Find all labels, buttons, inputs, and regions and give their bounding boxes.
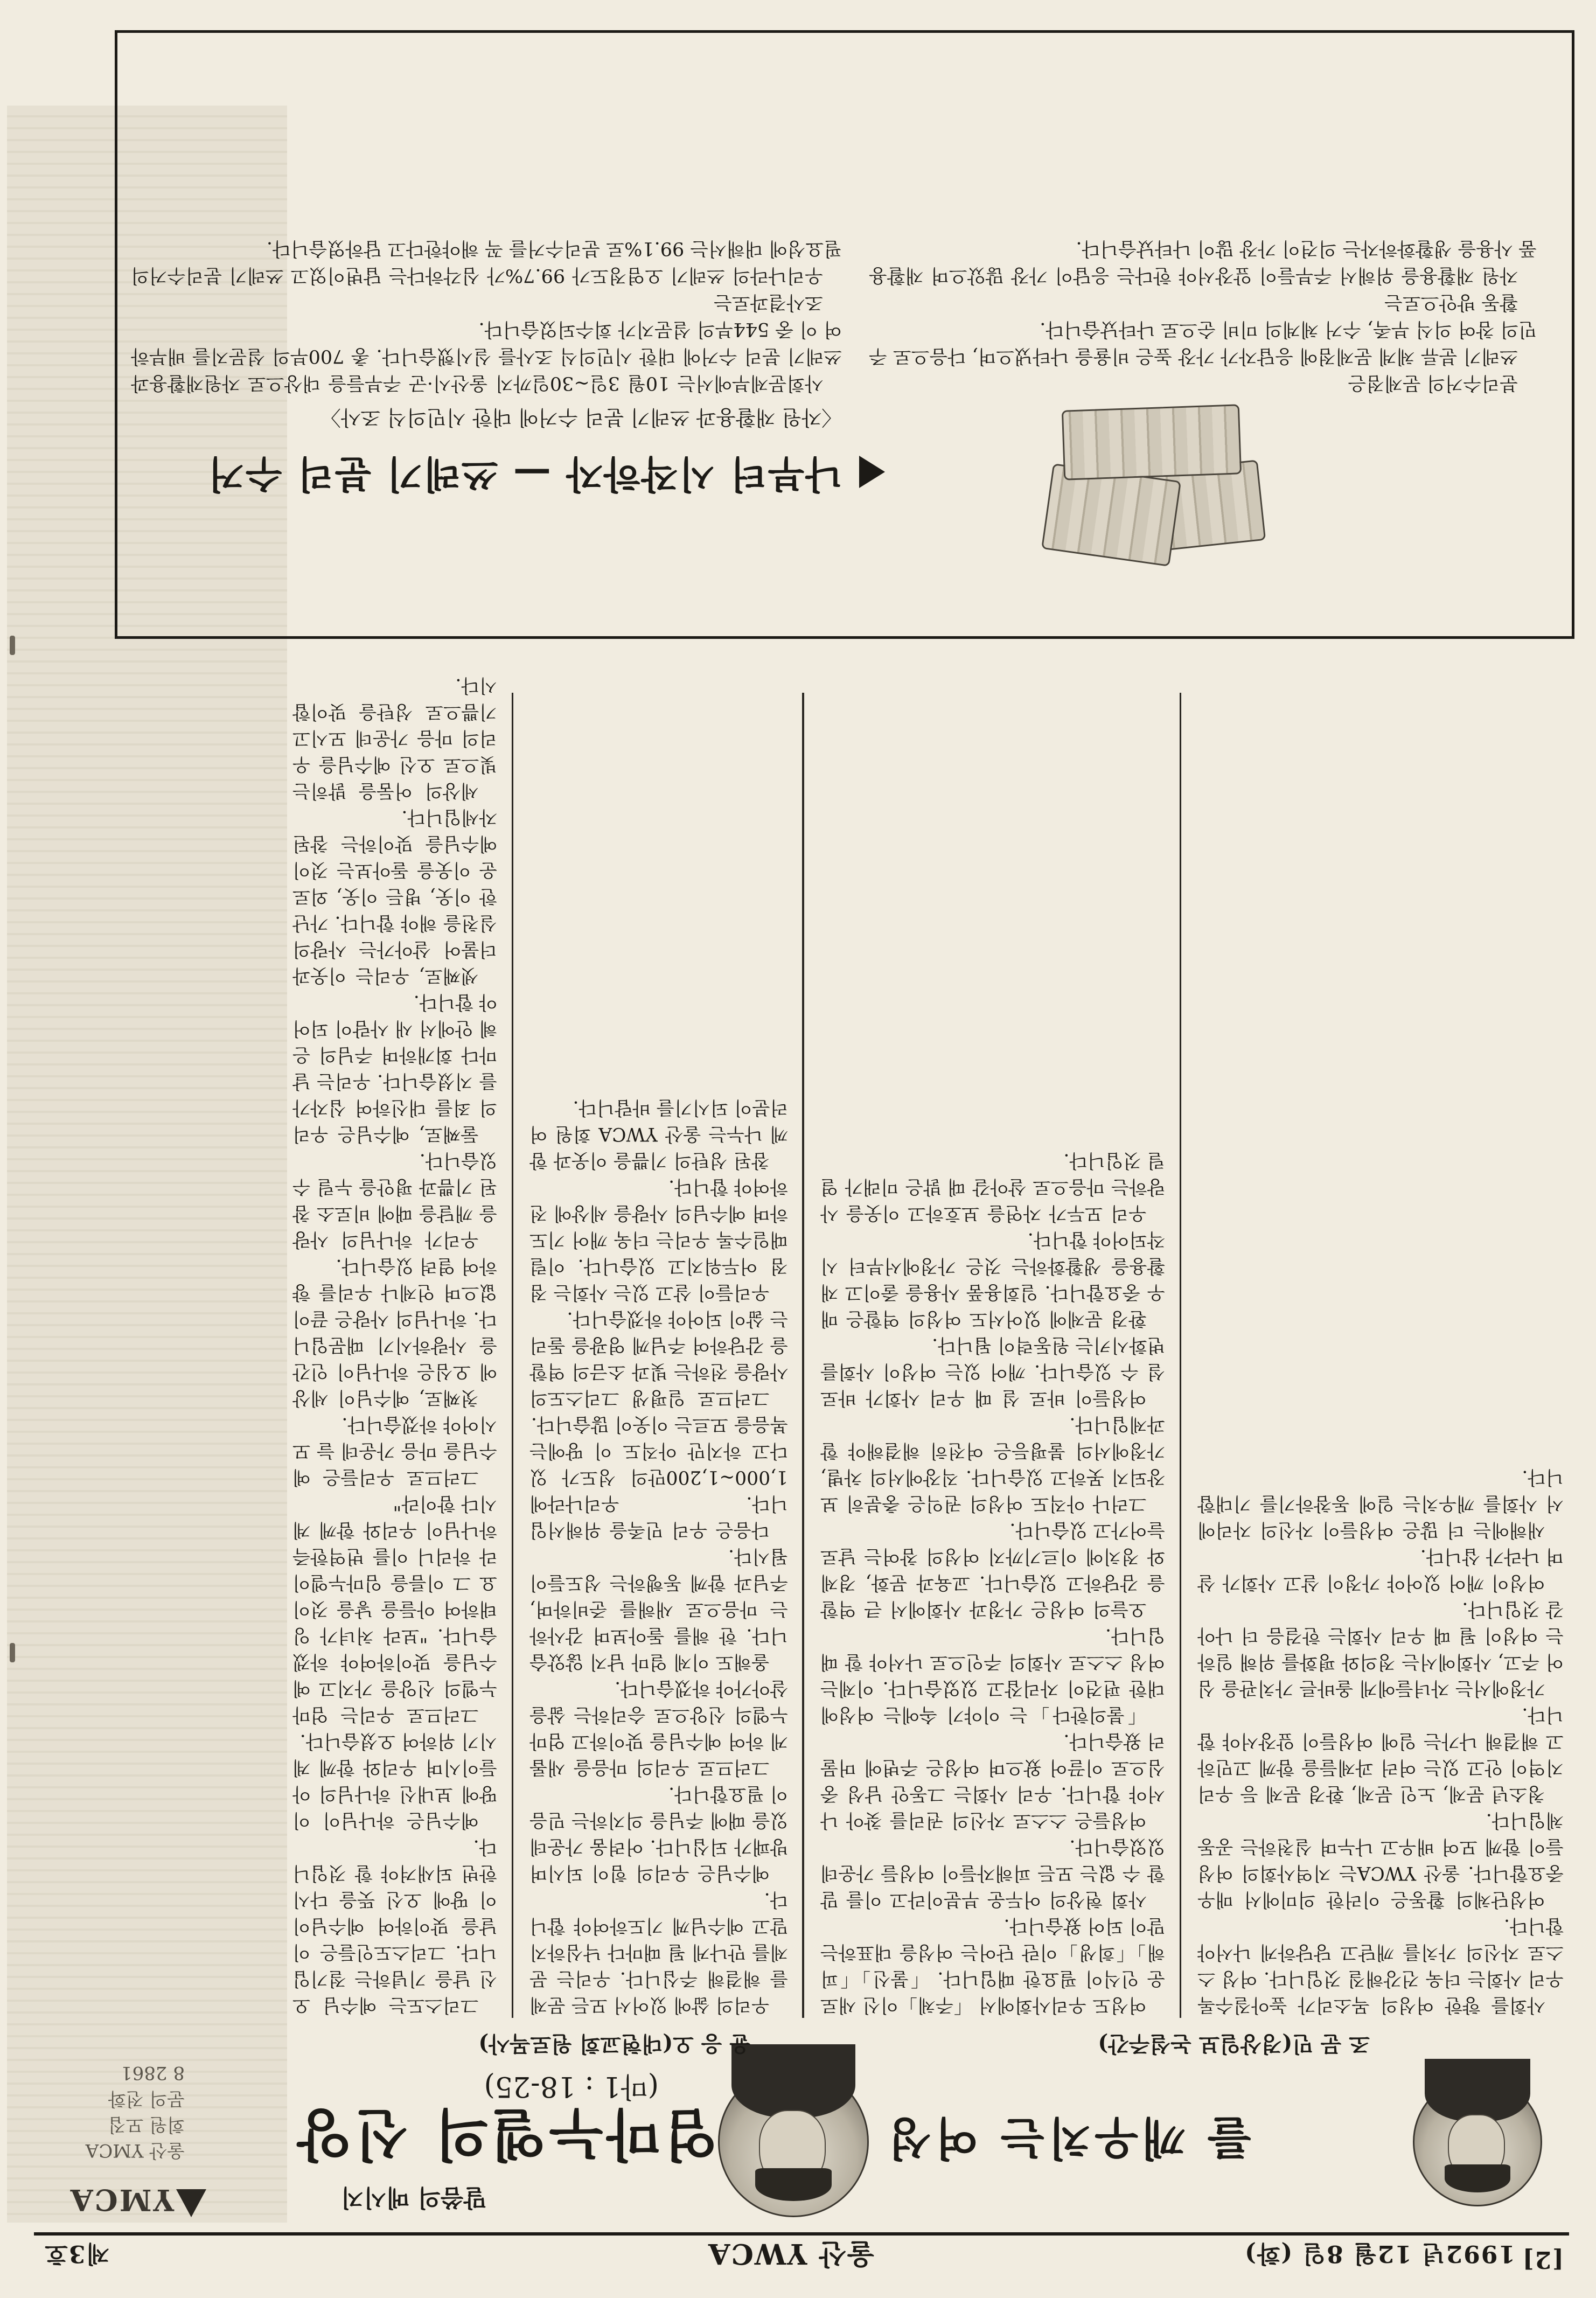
paragraph: 조사결과로는: [714, 291, 823, 313]
paragraph: 셋째로, 우리는 이웃과 더불어 살아가는 사랑의 실천을 해야 합니다. 가난한 이웃, 병든 이웃, 외로운 이웃을 돌아보는 것이 예수님을 맞이하는 참된 자세입니다.: [292, 806, 497, 986]
ymca-info-line: 문의 전화: [108, 2088, 185, 2109]
paragraph: 참된 성탄의 기쁨을 이웃과 함께 나누는 울산 YWCA 회원 여러분이 되시기를 바랍니다.: [529, 1097, 788, 1171]
paragraph: 가정에서는 자녀들에게 올바른 가치관을 심어 주고, 사회에서는 정의와 평화를 위해 일하는 여성이 될 때 우리 사회는 한걸음 더 나아갈 것입니다.: [1197, 1598, 1564, 1699]
article1-title: 엄마누엘의 신앙: [294, 2101, 718, 2168]
paragraph: 우리들이 살고 있는 사회는 점점 어두워지고 있습니다. 이럴 때일수록 우리는 더욱 깨어 기도하며 예수님의 사랑을 세상에 전하여야 합니다.: [529, 1176, 788, 1303]
paragraph: 사회를 향한 여성의 목소리가 높아질수록 우리 사회는 더욱 건강해질 것입니다. 여성 스스로 자신의 가치를 깨닫고 당당하게 나서야 합니다.: [1197, 1915, 1564, 2016]
article2-column-2: [1197, 693, 1564, 2018]
paragraph: 활동 방안으로는: [1384, 291, 1518, 313]
box-subtitle: 〈자원 재활용과 쓰레기 분리 수거에 대한 시민의식 조사〉: [320, 406, 842, 429]
article2-byline: 조 문 민(경상일보 논설주간): [1098, 2031, 1370, 2057]
paper-name: 울산 YWCA: [707, 2237, 874, 2270]
issue-number: 제3호: [44, 2240, 109, 2267]
paragraph: 여성들이 바로 설 때 우리 사회가 바로 설 수 있습니다. 깨어 있는 여성이 사회를 변화시키는 원동력이 됩니다.: [820, 1334, 1165, 1409]
paragraph: 그리스도는 예수님 오신 날을 기념하는 절기입니다. 그리스도인들은 이날을 맞이하여 예수님이 이 땅에 오신 뜻을 다시 한번 되새겨야 할 것입니다.: [292, 1836, 497, 2016]
paragraph: 쓰레기 분류 체계 문제점에 응답자가 가장 높은 비율을 나타냈으며, 다음으로 주민의 참여 의식 부족, 수거 체계의 미비 순으로 나타났습니다.: [869, 318, 1537, 367]
ymca-phone: 8 2861: [121, 2062, 185, 2084]
staple-mark: [10, 636, 15, 655]
paragraph: 우리 모두가 자연을 보호하고 이웃을 사랑하는 마음으로 살아갈 때 밝은 미래가 열릴 것입니다.: [820, 1150, 1165, 1224]
paragraph: 그러므로 우리의 마음을 새롭게 하여 예수님을 맞이하고 엄마누엘의 신앙으로 승리하는 삶을 살아가야 하겠습니다.: [529, 1677, 788, 1778]
column-divider: [1180, 693, 1181, 2018]
article2-title: 를 깨우치는 여성: [884, 2112, 1251, 2165]
paragraph: 새해에는 더 많은 여성들이 자신의 자리에서 사회를 깨우치는 일에 동참하기를 기대합니다.: [1197, 1466, 1564, 1541]
article1-column-2: [529, 693, 788, 2018]
staple-mark: [10, 1643, 15, 1662]
box-column-1: [131, 52, 842, 396]
paragraph: 사회문제부에서는 10월 3일~30일까지 울산시·군 주부들을 대상으로 자원재활용과 쓰레기 분리 수거에 대한 시민의식 조사를 실시했습니다. 총 700부의 설문지를 배부하여 이 중 544부의 설문지가 회수되었습니다.: [131, 318, 842, 394]
article1-byline: 윤 응 오(대현교회 원로목사): [478, 2031, 750, 2057]
page-number: [2]: [1521, 2246, 1564, 2273]
paragraph: 자원 재활용을 위해서 주부들이 앞장서야 한다는 응답이 가장 많았으며 재활용품 사용을 생활화하자는 의견이 가장 많이 나타났습니다.: [869, 238, 1537, 286]
box-title: 나부터 시작하자 — 쓰레기 분리 수거: [207, 452, 842, 497]
author-photo-1: [718, 2066, 869, 2217]
paragraph: 여성이 깨어 있어야 가정이 살고 사회가 살며 나라가 삽니다.: [1197, 1545, 1564, 1593]
paragraph: 다음은 우리 민족을 위해서입니다. 우리나라에 1,000~1,200만의 성도가 있다고 하지만 아직도 이 땅에는 복음을 모르는 이웃이 많습니다.: [529, 1413, 788, 1541]
ymca-logo: YMCA: [68, 2183, 174, 2217]
paragraph: 예수님은 하나님이 이 땅에 보내신 하나님의 아들이시며 우리와 함께 계시기 위하여 오셨습니다.: [292, 1730, 497, 1831]
paragraph: 분리수거의 문제점은: [1348, 372, 1518, 394]
paragraph: 올해도 이제 얼마 남지 않았습니다. 한 해를 돌아보며 감사하는 마음으로 새해를 준비하며, 주님과 함께 동행하는 성도들이 됩시다.: [529, 1545, 788, 1673]
paragraph: 그러나 아직도 여성의 권익은 충분히 보장되지 못하고 있습니다. 직장에서의 차별, 가정에서의 불평등은 여전히 해결해야 할 과제입니다.: [820, 1413, 1165, 1514]
paragraph: 오늘의 여성은 가정과 사회에서 큰 역할을 감당하고 있습니다. 교육과 문화, 경제와 정치에 이르기까지 여성의 참여는 날로 늘어가고 있습니다.: [820, 1519, 1165, 1620]
ymca-info-line: 울산 YMCA: [85, 2140, 185, 2161]
paragraph: 여성도 우리사회에서 「주체」이신 새로운 인식이 필요한 때입니다. 「불신」「피해」「희생」이란 단어는 여성을 대표하는 말이 되어 왔습니다.: [820, 1915, 1165, 2016]
paragraph: 첫째로, 예수님이 세상에 오심은 하나님이 인간을 사랑하시기 때문입니다. 하나님의 사랑은 끝이 없으며 언제나 우리를 향하여 열려 있습니다.: [292, 1255, 497, 1409]
issue-date: 1992년 12월 8일 (화): [1244, 2240, 1515, 2267]
paragraph: 청소년 문제, 노인 문제, 환경 문제 등 우리 지역이 안고 있는 여러 과제들을 함께 고민하고 해결해 나가는 일에 여성들이 앞장서야 합니다.: [1197, 1704, 1564, 1805]
recycled-paper-photo: [1036, 391, 1273, 569]
paragraph: 우리나라의 쓰레기 오염정도가 99.7%가 심각하다는 답변이었고 쓰레기 분리수거의 필요성에 대해서는 99.1%로 분리수거를 꼭 해야한다고 답하였습니다.: [131, 238, 842, 286]
paragraph: 그러므로 일평생 그리스도의 사랑을 전하는 빛과 소금의 역할을 감당하여 주님께 영광을 돌리는 삶이 되어야 하겠습니다.: [529, 1308, 788, 1409]
box-column-2: [869, 52, 1537, 396]
paragraph: 그러므로 우리는 엄마누엘의 신앙을 가지고 예수님을 맞이하여야 하겠습니다. "보라 처녀가 잉태하여 아들을 낳을 것이요 그 이름을 임마누엘이라 하리니 이를 번역한즉 하나님이 우리와 함께 계시다 함이라": [292, 1493, 497, 1725]
section-label: 말씀의 메시지: [340, 2184, 486, 2211]
ymca-triangle-icon: [176, 2189, 206, 2217]
header-rule: [34, 2232, 1569, 2236]
author-photo-2: [1413, 2077, 1542, 2206]
paragraph: 세상의 어둠을 밝히는 빛으로 오신 예수님을 우리의 마음 가운데 모시고 기쁨으로 성탄을 맞이합시다.: [292, 674, 497, 802]
paragraph: 그러므로 우리들은 예수님을 마음 가운데 늘 모시어야 하겠습니다.: [292, 1413, 497, 1488]
ymca-info: [86, 2060, 185, 2163]
ymca-info-line: 회원 모집: [108, 2114, 185, 2135]
article1-subtitle: (마1 : 18-25): [484, 2070, 659, 2102]
paragraph: 예수님은 우리의 힘이 되시며 방패가 되십니다. 어려움 가운데 있을 때에 주님을 의지하는 믿음이 필요합니다.: [529, 1783, 788, 1884]
paragraph: 여성단체의 활동은 이러한 의미에서 매우 중요합니다. 울산 YWCA는 지역사회의 여성들이 함께 모여 배우고 나누며 실천하는 공동체입니다.: [1197, 1809, 1564, 1910]
paragraph: 여성들은 스스로 자신의 권리를 찾아 나서야 합니다. 우리 사회는 그동안 남성 중심으로 이끌어 왔으며 여성은 주변에 머물러 왔습니다.: [820, 1730, 1165, 1831]
paragraph: 우리가 하나님의 사랑을 깨달을 때에 비로소 참된 기쁨과 평안을 누릴 수 있습니다.: [292, 1150, 497, 1250]
paragraph: 「불의한다」는 이야기 속에는 여성에 대한 편견이 자리잡고 있었습니다. 이제는 여성 스스로 사회의 주인으로 나서야 할 때입니다.: [820, 1625, 1165, 1725]
column-divider: [512, 693, 513, 2018]
paragraph: 환경 문제에 있어서도 여성의 역할은 매우 중요합니다. 일회용품 사용을 줄이고 재활용을 생활화하는 것은 가정에서부터 시작되어야 합니다.: [820, 1229, 1165, 1329]
paragraph: 우리의 삶에 있어서 모든 문제를 해결해 주십니다. 우리는 문제를 만나게 될 때마다 낙심하지 말고 예수님께 기도하여야 합니다.: [529, 1889, 788, 2016]
article-divider: [802, 693, 804, 2018]
paragraph: 둘째로, 예수님은 우리의 죄를 대신하여 십자가를 지셨습니다. 우리는 날마다 회개하며 주님의 은혜 안에서 새 사람이 되어야 합니다.: [292, 991, 497, 1145]
paragraph: 사회 현상의 어두운 부분이라고 이를 말할 수 없는 모든 피해자들이 여성들 가운데 있었습니다.: [820, 1836, 1165, 1910]
article1-column-1: [292, 674, 497, 2018]
article2-column-1: [820, 693, 1165, 2018]
pointer-triangle-icon: [859, 456, 885, 488]
